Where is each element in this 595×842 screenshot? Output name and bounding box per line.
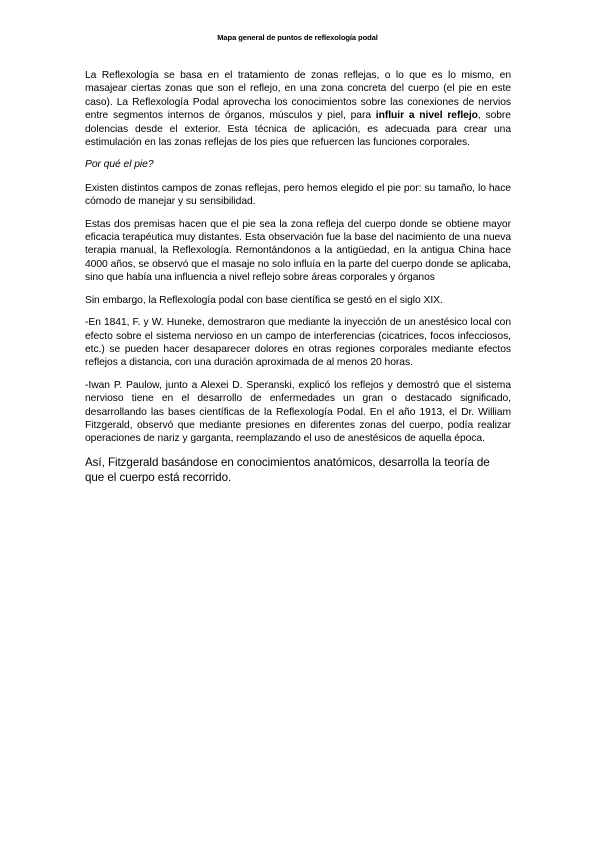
- document-body: [85, 69, 511, 495]
- paragraph-history: Estas dos premisas hacen que el pie sea la zona refleja del cuerpo donde se obtiene mayor eficacia terapéutica muy distantes. Esta observación fue la base del nacimiento de una nueva terapia manual, la Reflexología. Remontándonos a la antigüedad, en la antigua China hace 4000 años, se observó que el masaje no solo influía en la parte del cuerpo donde se aplicaba, sino que había una influencia a nivel reflejo sobre áreas corporales y órganos: [85, 218, 511, 284]
- intro-bold-phrase: influir a nivel reflejo: [375, 110, 478, 122]
- page-header-title: Mapa general de puntos de reflexología podal: [217, 33, 378, 42]
- section-question: Por qué el pie?: [85, 159, 154, 171]
- paragraph-huneke: -En 1841, F. y W. Huneke, demostraron que mediante la inyección de un anestésico local con efecto sobre el sistema nervioso en un campo de interferencias (cicatrices, focos infecciosos, etc.) se pueden hacer desaparecer dolores en otras regiones corporales mediante efectos reflejos a distancia, con una duración aproximada de al menos 20 horas.: [85, 317, 511, 369]
- intro-paragraph: [85, 69, 511, 149]
- paragraph-nineteenth-century: Sin embargo, la Reflexología podal con base científica se gestó en el siglo XIX.: [85, 294, 443, 306]
- paragraph-conclusion: Así, Fitzgerald basándose en conocimientos anatómicos, desarrolla la teoría de que el cuerpo está recorrido.: [85, 455, 490, 485]
- intro-text-end: , sobre dolencias desde el exterior. Esta técnica de aplicación, es adecuada para crear una estimulación en las zonas reflejas de los pies que refuercen las funciones corporales.: [85, 110, 511, 149]
- paragraph-paulow-fitzgerald: -Iwan P. Paulow, junto a Alexei D. Speranski, explicó los reflejos y demostró que el sistema nervioso tiene en el desarrollo de enfermedades un gran o destacado significado, desarrollando las bases científicas de la Reflexología Podal. En el año 1913, el Dr. William Fitzgerald, observó que mediante presiones en diferentes zonas del cuerpo, podía realizar operaciones de nariz y garganta, reemplazando el uso de anestésicos de aquella época.: [85, 379, 511, 445]
- paragraph-reasons: Existen distintos campos de zonas reflejas, pero hemos elegido el pie por: su tamaño, lo hace cómodo de manejar y su sensibilidad.: [85, 182, 511, 208]
- intro-text-start: La Reflexología se basa en el tratamiento de zonas reflejas, o lo que es lo mismo, en masajear ciertas zonas que son el reflejo, en una zona concreta del cuerpo (el pie en este caso). La Reflexología Podal aprovecha los conocimientos sobre las conexiones de nervios entre segmentos internos de órganos, músculos y piel, para: [85, 70, 511, 122]
